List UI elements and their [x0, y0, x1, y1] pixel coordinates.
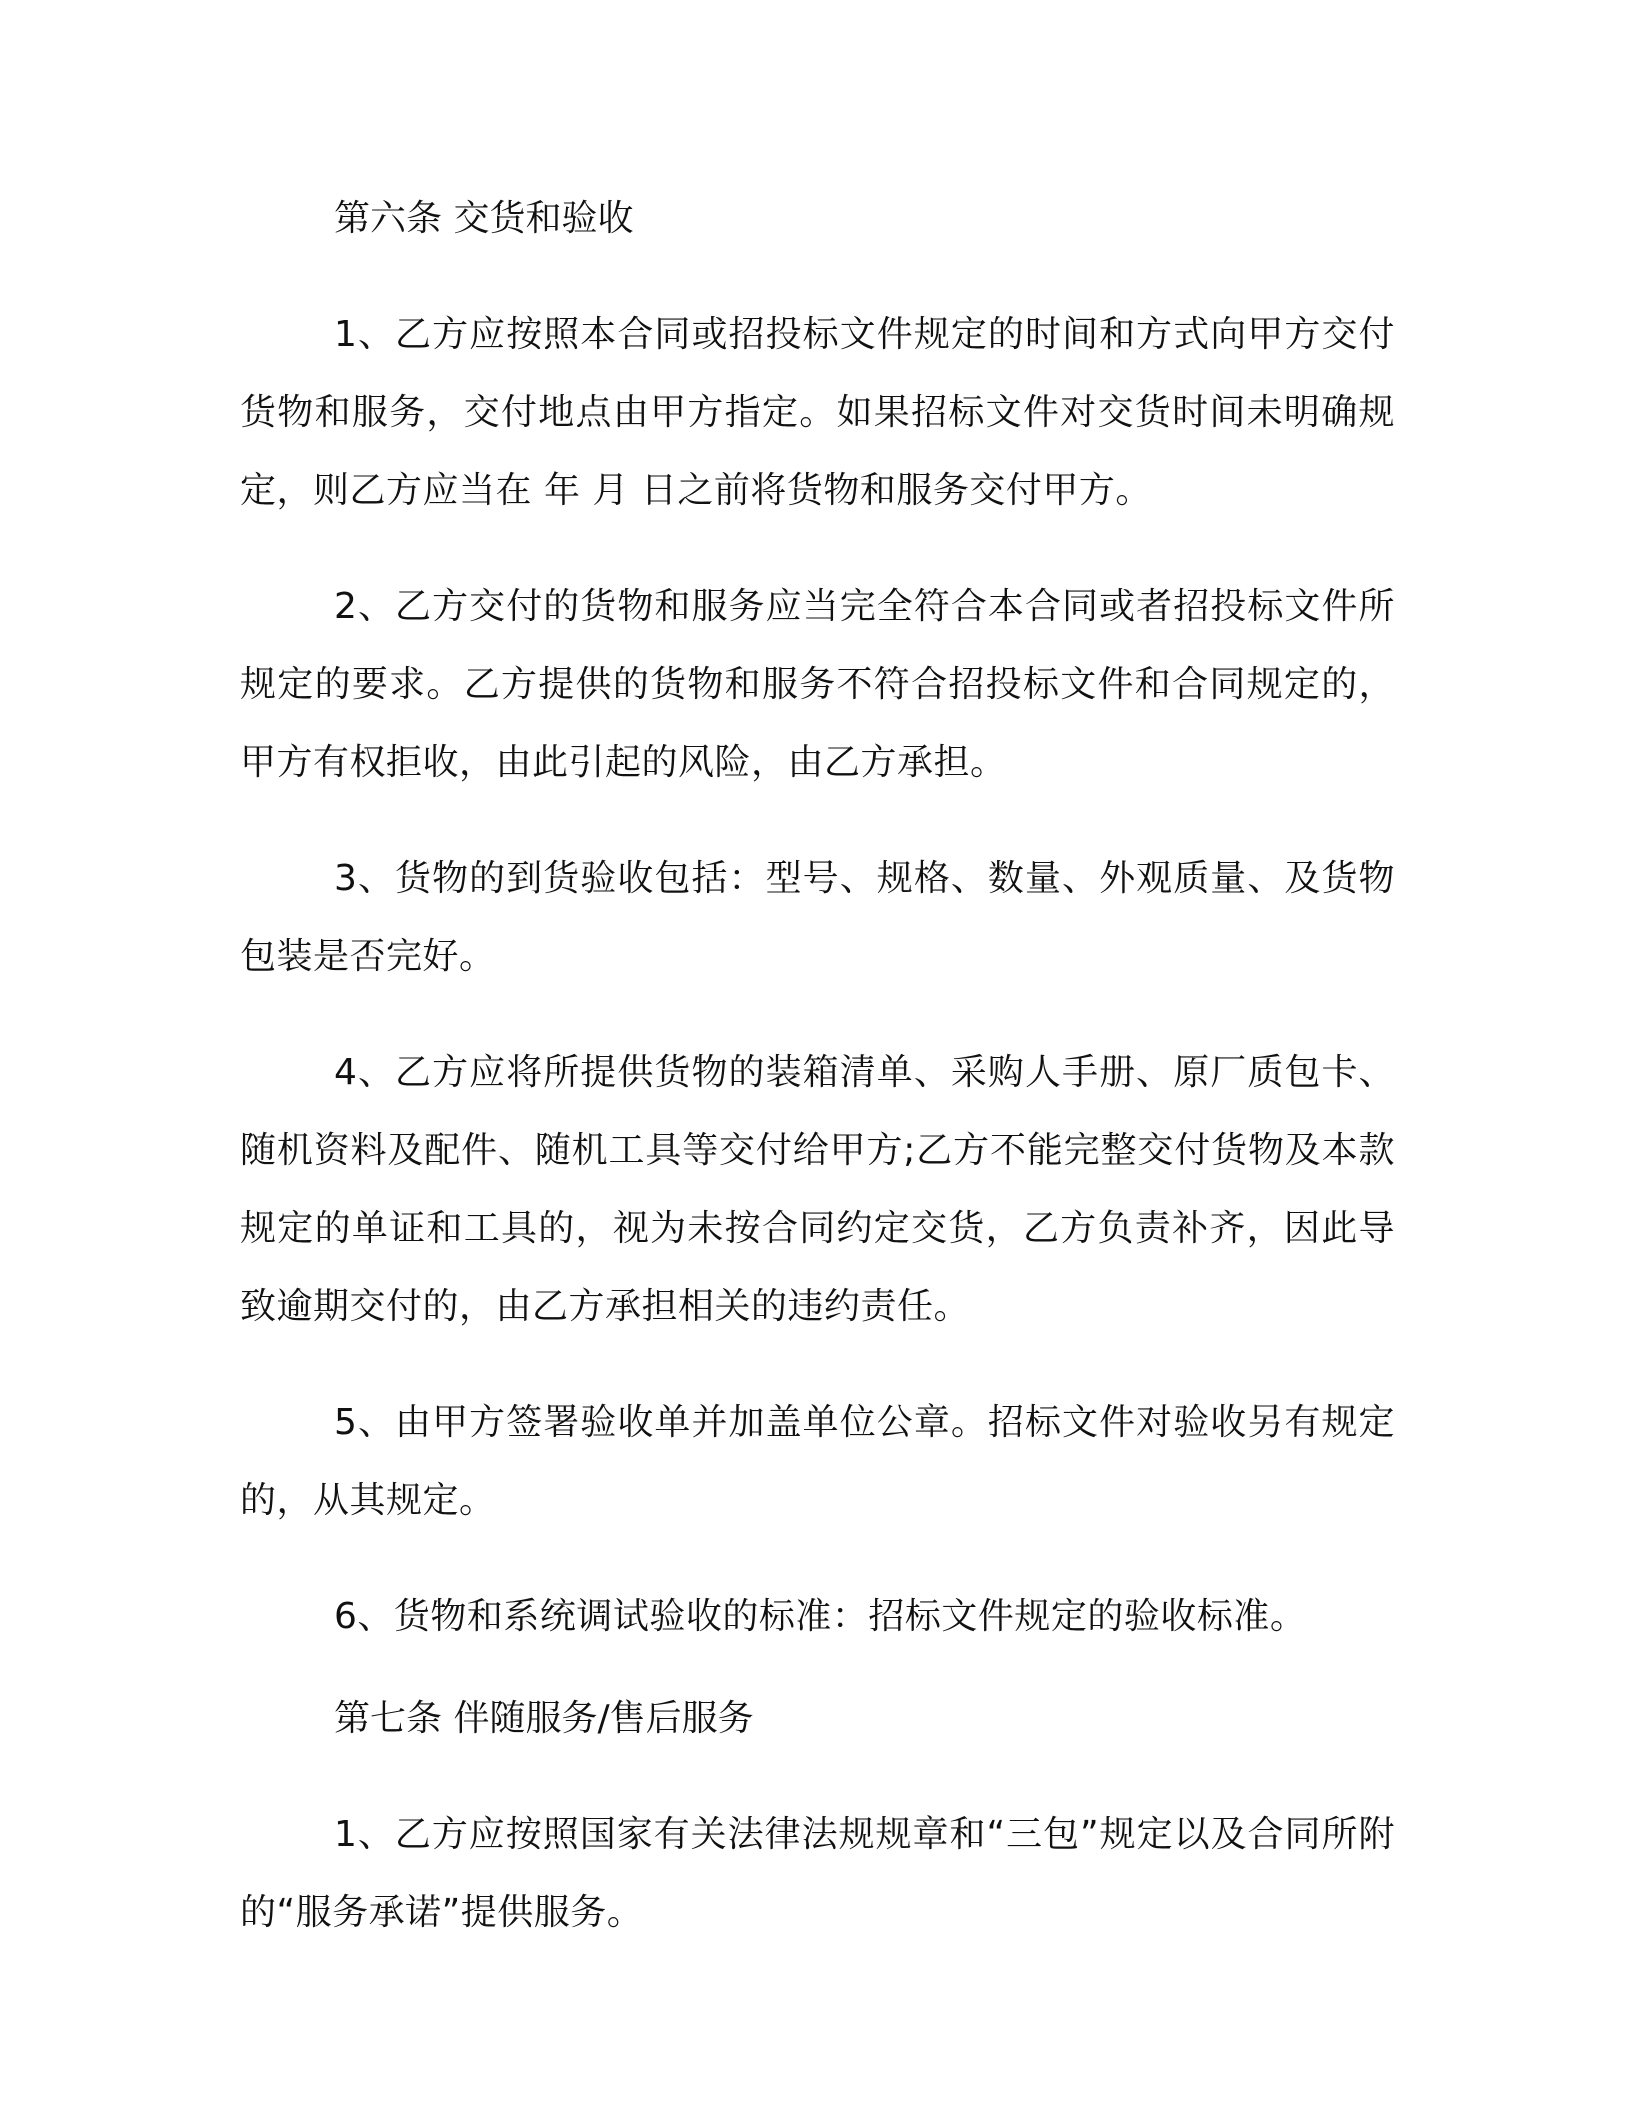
section-6-item-6: 6、货物和系统调试验收的标准：招标文件规定的验收标准。: [334, 1596, 1307, 1637]
section-7-title: 第七条 伴随服务/售后服务: [334, 1698, 754, 1739]
section-6-item-3: 3、货物的到货验收包括：型号、规格、数量、外观质量、及货物包装是否完好。: [240, 858, 1395, 977]
section-7-item-1: 1、乙方应按照国家有关法律法规规章和“三包”规定以及合同所附的“服务承诺”提供服务。: [240, 1814, 1395, 1933]
document-body: [240, 180, 1395, 1990]
section-6-item-5: 5、由甲方签署验收单并加盖单位公章。招标文件对验收另有规定的，从其规定。: [240, 1402, 1395, 1521]
section-6-item-1: 1、乙方应按照本合同或招投标文件规定的时间和方式向甲方交付货物和服务，交付地点由甲方指定。如果招标文件对交货时间未明确规定，则乙方应当在 年 月 日之前将货物和服务交付甲方。: [240, 314, 1395, 511]
section-6-title: 第六条 交货和验收: [334, 198, 634, 239]
section-6-item-2: 2、乙方交付的货物和服务应当完全符合本合同或者招投标文件所规定的要求。乙方提供的货物和服务不符合招投标文件和合同规定的，甲方有权拒收，由此引起的风险，由乙方承担。: [240, 586, 1395, 783]
section-6-item-4: 4、乙方应将所提供货物的装箱清单、采购人手册、原厂质包卡、随机资料及配件、随机工具等交付给甲方;乙方不能完整交付货物及本款规定的单证和工具的，视为未按合同约定交货，乙方负责补齐，因此导致逾期交付的，由乙方承担相关的违约责任。: [240, 1052, 1395, 1327]
